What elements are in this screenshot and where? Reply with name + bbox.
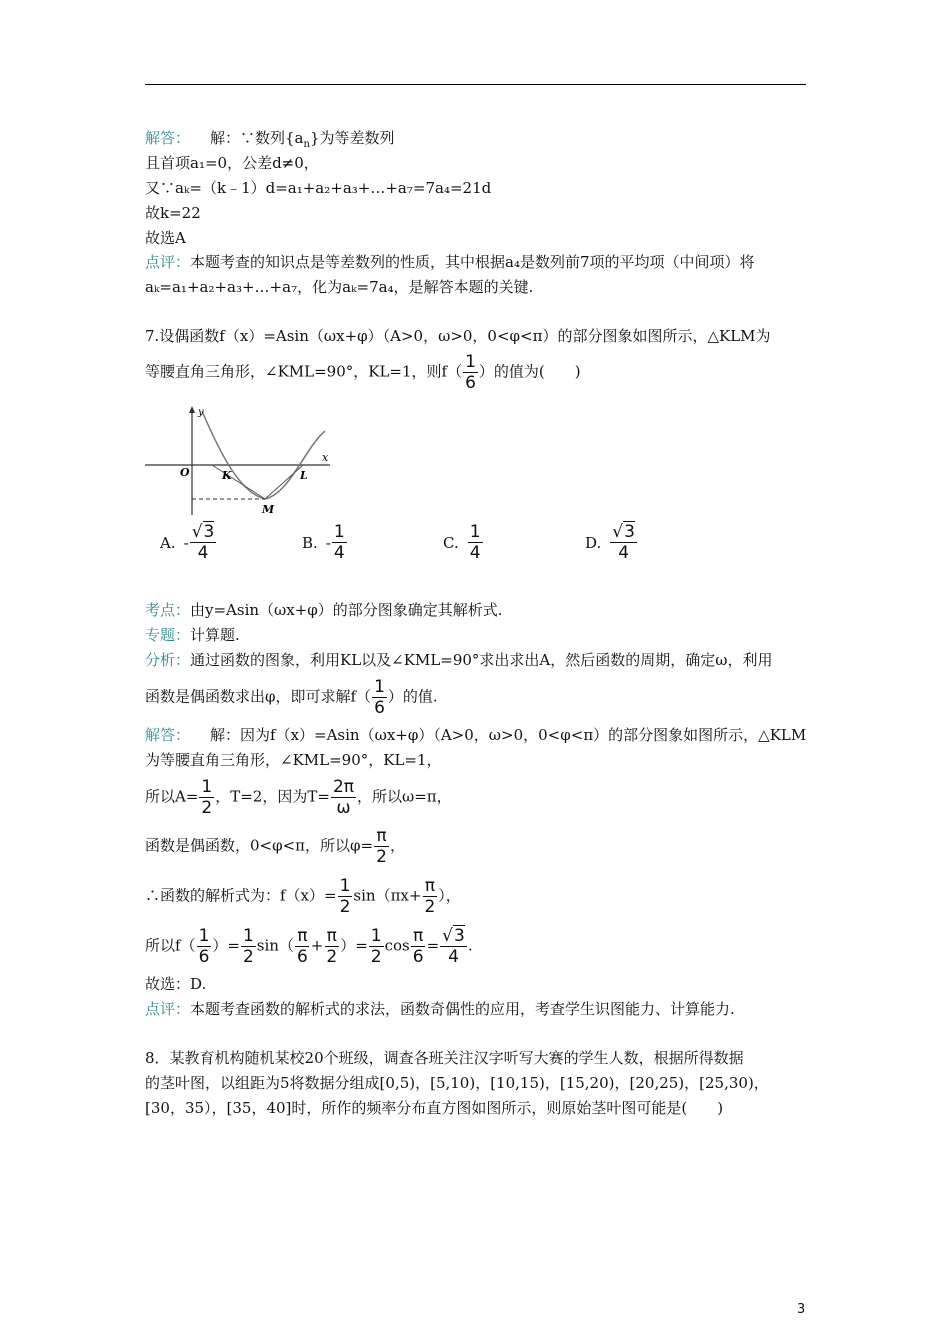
q7-solution-line5: ∴函数的解析式为：f（x）= $\frac{1}{2}$ sin（πx+ $\frac{\pi}{2}$ ）， — [145, 876, 461, 917]
q8-stem-line2: 的茎叶图，以组距为5将数据分组成[0,5)，[5,10)，[10,15)，[15,20)，[20,25)，[25,30)， — [145, 1074, 769, 1092]
segment-km — [212, 465, 265, 499]
segment-ml — [265, 465, 303, 499]
q6-comment-line2: aₖ=a₁+a₂+a₃+…+a₇，化为aₖ=7a₄，是解答本题的关键. — [145, 278, 534, 296]
origin-label: O — [180, 466, 190, 479]
k-label: K — [222, 469, 232, 482]
q7-stem-line2: 等腰直角三角形，∠KML=90°，KL=1，则f（ $\frac{1}{6}$ ）的值为( ) — [145, 352, 581, 393]
function-graph — [140, 403, 340, 518]
q6-answer-line5: 故选A — [145, 229, 186, 247]
q6-answer-line2: 且首项a₁=0，公差d≠0， — [145, 154, 319, 172]
option-b[interactable]: B. - $\frac{1}{4}$ — [302, 522, 345, 563]
q7-analysis-line2: 函数是偶函数求出φ，即可求解f（ $\frac{1}{6}$ ）的值. — [145, 677, 438, 718]
q7-point: 考点：由y=Asin（ωx+φ）的部分图象确定其解析式. — [145, 601, 503, 619]
option-c[interactable]: C. $\frac{1}{4}$ — [443, 522, 481, 563]
fraction-1-6: $\frac{1}{6}$ — [465, 352, 476, 393]
q6-comment-line1: 点评：本题考查的知识点是等差数列的性质，其中根据a₄是数列前7项的平均项（中间项）将 — [145, 253, 755, 271]
q7-analysis-line1: 分析：通过函数的图象，利用KL以及∠KML=90°求出求出A，然后函数的周期，确定ω，利用 — [145, 651, 773, 669]
q6-answer-line4: 故k=22 — [145, 204, 201, 222]
comment-label: 点评： — [145, 253, 191, 271]
q6-answer-line1: 解答： 解：∵数列$\{a_n\}$为等差数列 — [145, 129, 395, 150]
q7-solution-line4: 函数是偶函数，0<φ<π，所以φ= $\frac{\pi}{2}$ ， — [145, 826, 405, 867]
q6-answer-line3: 又∵aₖ=（k﹣1）d=a₁+a₂+a₃+…+a₇=7a₄=21d — [145, 179, 492, 197]
header-rule — [145, 84, 806, 85]
q7-solution-line1: 解答： 解：因为f（x）=Asin（ωx+φ）（A>0，ω>0，0<φ<π）的部分图象如图所示，△KLM — [145, 726, 807, 744]
option-a[interactable]: A. - $\frac{√3}{4}$ — [160, 522, 215, 563]
y-label: y — [198, 407, 204, 418]
q7-solution-line3: 所以A= $\frac{1}{2}$ ，T=2，因为T= $\frac{2\pi}{\omega}$ ，所以ω=π， — [145, 777, 452, 818]
option-d[interactable]: D. $\frac{√3}{4}$ — [585, 522, 635, 563]
q7-solution-line6: 所以f（ $\frac{1}{6}$ ）= $\frac{1}{2}$ sin（ $\frac{\pi}{6}$ + $\frac{\pi}{2}$ ）= $\frac{1}{2}$ cos $\frac{\pi}{6}$ = $\frac{√3}{4}$ . — [145, 926, 473, 967]
q7-solution-line7: 故选：D. — [145, 975, 207, 993]
q7-topic: 专题：计算题. — [145, 626, 240, 644]
q7-stem-line1: 7.设偶函数f（x）=Asin（ωx+φ）（A>0，ω>0，0<φ<π）的部分图象如图所示，△KLM为 — [145, 327, 771, 345]
sine-curve — [202, 411, 325, 499]
y-axis-arrow — [189, 406, 195, 413]
m-label: M — [262, 503, 275, 516]
page-number: 3 — [797, 1302, 806, 1317]
q8-stem-line3: [30，35），[35，40]时，所作的频率分布直方图如图所示，则原始茎叶图可能是( ) — [145, 1099, 724, 1117]
l-label: L — [300, 469, 308, 482]
q8-stem-line1: 8．某教育机构随机某校20个班级，调查各班关注汉字听写大赛的学生人数，根据所得数据 — [145, 1049, 744, 1067]
q7-comment: 点评：本题考查函数的解析式的求法，函数奇偶性的应用，考查学生识图能力、计算能力. — [145, 1000, 735, 1018]
x-label: x — [322, 451, 329, 464]
q7-solution-line2: 为等腰直角三角形，∠KML=90°，KL=1， — [145, 751, 442, 769]
answer-label: 解答： — [145, 129, 191, 147]
